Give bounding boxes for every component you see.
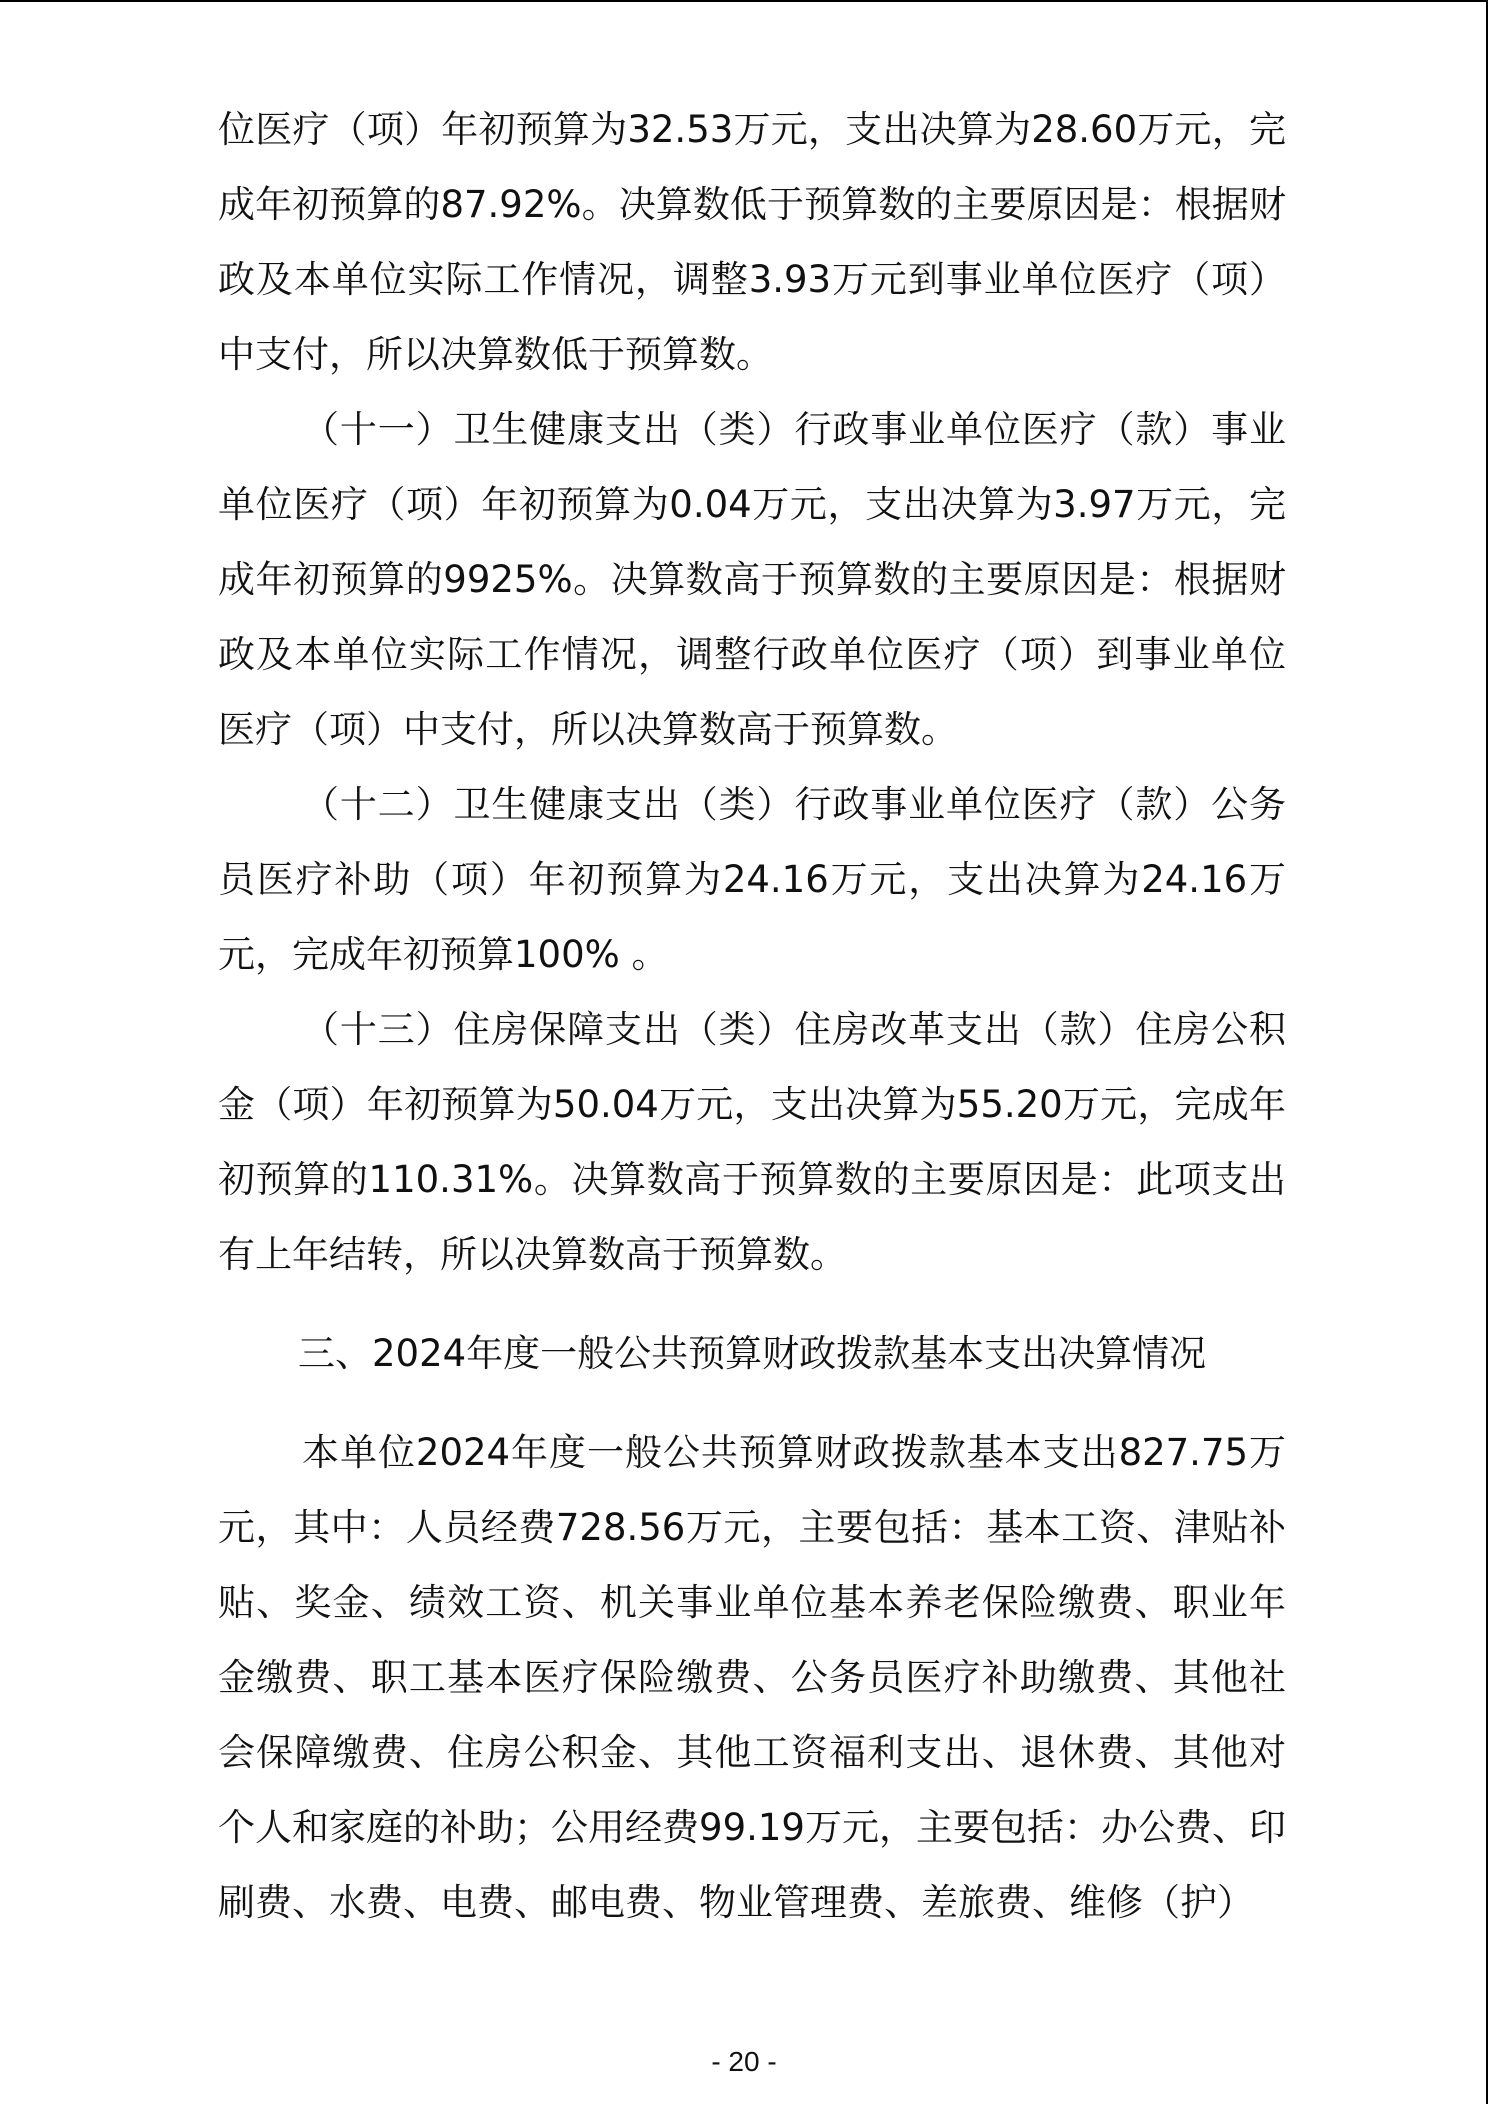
paragraph-item-11: （十一）卫生健康支出（类）行政事业单位医疗（款）事业单位医疗（项）年初预算为0.04万元，支出决算为3.97万元，完成年初预算的9925%。决算数高于预算数的主要原因是：根据财政及本单位实际工作情况，调整行政单位医疗（项）到事业单位医疗（项）中支付，所以决算数高于预算数。 [218, 408, 1286, 751]
paragraph-item-12: （十二）卫生健康支出（类）行政事业单位医疗（款）公务员医疗补助（项）年初预算为24.16万元，支出决算为24.16万元，完成年初预算100% 。 [218, 783, 1286, 976]
page-border-top [0, 0, 1488, 2]
paragraph-continuation: 位医疗（项）年初预算为32.53万元，支出决算为28.60万元，完成年初预算的87.92%。决算数低于预算数的主要原因是：根据财政及本单位实际工作情况，调整3.93万元到事业单位医疗（项）中支付，所以决算数低于预算数。 [218, 108, 1286, 376]
document-body [218, 92, 1286, 1940]
section-heading: 三、2024年度一般公共预算财政拨款基本支出决算情况 [298, 1332, 1207, 1375]
paragraph-basic-expenditure: 本单位2024年度一般公共预算财政拨款基本支出827.75万元，其中：人员经费728.56万元，主要包括：基本工资、津贴补贴、奖金、绩效工资、机关事业单位基本养老保险缴费、职业年金缴费、职工基本医疗保险缴费、公务员医疗补助缴费、其他社会保障缴费、住房公积金、其他工资福利支出、退休费、其他对个人和家庭的补助；公用经费99.19万元，主要包括：办公费、印刷费、水费、电费、邮电费、物业管理费、差旅费、维修（护） [218, 1431, 1286, 1924]
page-number: - 20 - [711, 2046, 777, 2077]
paragraph-item-13: （十三）住房保障支出（类）住房改革支出（款）住房公积金（项）年初预算为50.04万元，支出决算为55.20万元，完成年初预算的110.31%。决算数高于预算数的主要原因是：此项支出有上年结转，所以决算数高于预算数。 [218, 1008, 1286, 1276]
